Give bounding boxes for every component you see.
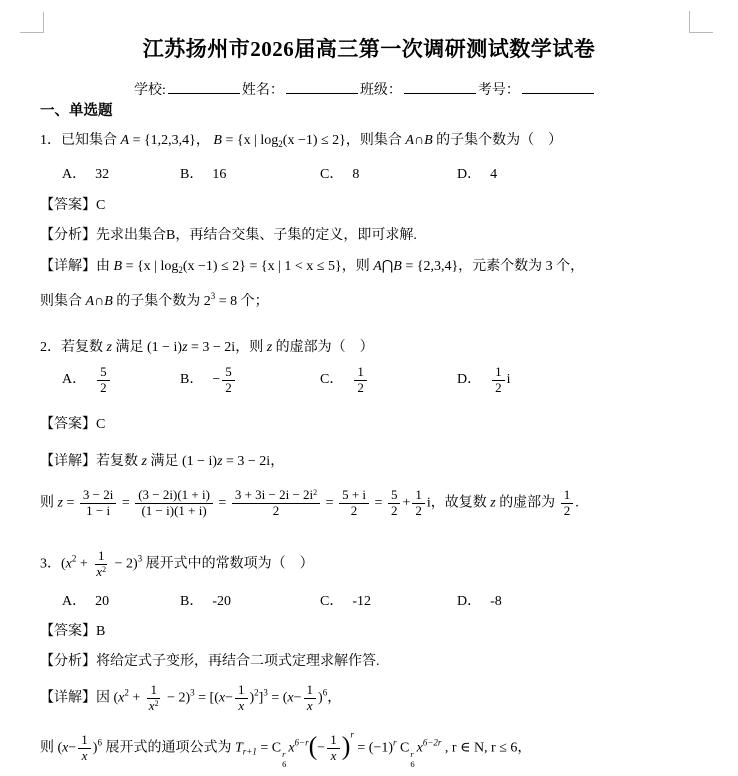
- fraction-numerator: 1: [304, 683, 317, 699]
- option-value: 4: [490, 167, 498, 182]
- option-label: C．: [320, 594, 344, 609]
- math-run: = 3 − 2i: [222, 454, 271, 469]
- fraction: [80, 488, 116, 519]
- plus-sign: +: [402, 495, 411, 511]
- math-run: ): [249, 690, 255, 706]
- answer-value: C: [96, 417, 106, 432]
- q2-detail-line-1: [40, 452, 284, 472]
- fraction: [222, 365, 235, 396]
- equals: =: [371, 495, 386, 511]
- exponent: 2: [71, 553, 77, 564]
- q3-detail-line-2: [40, 729, 532, 769]
- subscript-6: 6: [410, 758, 415, 769]
- exponent: r: [350, 729, 354, 740]
- fraction-numerator: 1: [412, 488, 425, 504]
- q2-detail-line-2: [40, 488, 579, 519]
- fraction-numerator: 5: [222, 365, 235, 381]
- intersection-symbol: ∩: [94, 294, 105, 309]
- equals: =: [118, 495, 134, 511]
- var-z: z: [217, 454, 223, 469]
- exponent: 6−2r: [422, 737, 442, 748]
- text-run: 由: [96, 259, 114, 274]
- minus-sign: −: [212, 372, 221, 388]
- subscript: r+1: [242, 746, 257, 757]
- text-run: 则: [40, 740, 58, 756]
- var-B: B: [393, 259, 402, 274]
- exponent: 3: [190, 687, 195, 698]
- exponent: 6: [97, 737, 102, 748]
- math-run: = {1,2,3,4}: [129, 133, 196, 148]
- page-margin-mark-top-right: [689, 11, 713, 33]
- fraction-denominator: 2: [100, 379, 107, 395]
- math-run: = (: [267, 690, 288, 706]
- text-run: 满足: [146, 454, 182, 469]
- text-run: = 8 个；: [215, 294, 269, 309]
- fraction-denominator: 2: [495, 379, 502, 395]
- option-value: -12: [352, 594, 372, 609]
- var-T: T: [234, 740, 243, 756]
- section-heading: 一、单选题: [40, 103, 113, 119]
- minus-sign: −: [317, 740, 326, 756]
- q1-answer-line: [40, 196, 105, 216]
- var-x: x: [62, 740, 69, 756]
- detail-tag: 【详解】: [40, 259, 96, 274]
- var-z: z: [182, 340, 188, 355]
- math-run: (x −1) ≤ 2} = {x | 1 < x ≤ 5}: [182, 259, 342, 274]
- text-run: 3．: [40, 556, 61, 572]
- fraction-denominator: x: [81, 747, 88, 763]
- fraction: [412, 488, 425, 519]
- text-run: ，故复数: [430, 495, 491, 511]
- exponent: 3: [210, 291, 216, 301]
- option-value: -20: [212, 594, 232, 609]
- right-paren: ): [341, 731, 351, 761]
- fraction: [135, 488, 213, 519]
- q2-answer-line: [40, 415, 105, 435]
- fraction-denominator: 2: [415, 502, 422, 518]
- option-label: B．: [180, 594, 204, 609]
- q1-analysis-line: [40, 226, 417, 246]
- math-run: 3 + 3i − 2i − 2i: [234, 487, 314, 502]
- math-run: (: [57, 740, 63, 756]
- minus-sign: −: [225, 690, 233, 706]
- name-label: 姓名：: [241, 83, 284, 98]
- text-run: 满足: [111, 340, 147, 355]
- superscript-r: r: [282, 748, 286, 759]
- fraction: [339, 488, 369, 519]
- left-paren: (: [308, 731, 318, 761]
- fraction-numerator: 1: [492, 365, 505, 381]
- q3-options: [40, 592, 700, 614]
- text-run: 若复数: [96, 454, 142, 469]
- math-run: ]: [258, 690, 264, 706]
- fraction-numerator: 1: [354, 365, 367, 381]
- var-x: x: [96, 563, 103, 579]
- imaginary-unit: i: [426, 495, 431, 511]
- math-run: = (−1): [353, 740, 394, 756]
- var-x: x: [118, 690, 125, 706]
- fraction: [492, 365, 505, 396]
- q3-option-d: [457, 592, 502, 612]
- analysis-tag: 【分析】: [40, 654, 96, 669]
- q1-detail-line-1: [40, 257, 584, 277]
- answer-tag: 【答案】: [40, 417, 96, 432]
- log-base: 2: [178, 265, 183, 275]
- header-fields: [133, 80, 595, 101]
- school-blank: [168, 80, 240, 94]
- text-run: 的子集个数为（ ）: [432, 133, 563, 148]
- var-x: x: [416, 740, 423, 756]
- fraction-numerator: 5: [388, 488, 401, 504]
- q1-option-c: [320, 165, 359, 185]
- var-x: x: [148, 697, 155, 713]
- var-x: x: [288, 740, 295, 756]
- exponent: 6−r: [294, 737, 309, 748]
- fraction-denominator: (1 − i)(1 + i): [141, 502, 207, 518]
- fraction-denominator: x: [330, 747, 337, 763]
- answer-tag: 【答案】: [40, 198, 96, 213]
- math-run: = C: [256, 740, 282, 756]
- fraction-denominator: 2: [563, 502, 571, 518]
- math-run: = [(: [194, 690, 219, 706]
- exponent: 6: [322, 687, 328, 698]
- var-B: B: [104, 294, 113, 309]
- var-B: B: [213, 133, 222, 148]
- text-run: 因: [96, 690, 114, 706]
- text-run: 则: [40, 495, 58, 511]
- option-value: 16: [212, 167, 227, 182]
- page-margin-mark-top-left: [20, 12, 44, 33]
- math-run: ): [318, 690, 323, 706]
- fraction: [561, 488, 574, 519]
- q2-option-c: [320, 365, 369, 396]
- class-label: 班级：: [359, 83, 402, 98]
- text-run: 展开式的通项公式为: [101, 740, 235, 756]
- fraction-denominator: [146, 699, 162, 714]
- var-z: z: [57, 495, 63, 511]
- imaginary-unit: i: [506, 372, 511, 388]
- plus-sign: +: [128, 690, 144, 706]
- math-run: (1 − i): [146, 340, 183, 355]
- math-run: (: [113, 690, 119, 706]
- math-run: = {x | log: [122, 259, 179, 274]
- text-run: 的子集个数为 2: [112, 294, 211, 309]
- text-run: ，: [195, 133, 214, 148]
- option-label: A．: [62, 594, 87, 609]
- superscript-r: r: [410, 748, 414, 759]
- fraction-numerator: 1: [78, 733, 91, 749]
- q2-option-d: [457, 365, 511, 396]
- exponent: 3: [137, 553, 143, 564]
- q2-options: [40, 365, 700, 401]
- option-label: D．: [457, 167, 482, 182]
- var-A: A: [85, 294, 95, 309]
- var-z: z: [490, 495, 496, 511]
- text-run: 则集合: [40, 294, 86, 309]
- exam-no-blank: [522, 80, 594, 94]
- name-blank: [286, 80, 358, 94]
- fraction: [146, 683, 162, 714]
- option-label: B．: [180, 167, 204, 182]
- fraction-denominator: 2: [272, 502, 280, 518]
- math-run: = {x | log: [221, 133, 279, 148]
- exponent: 2: [102, 564, 107, 574]
- var-A: A: [405, 133, 414, 148]
- analysis-tag: 【分析】: [40, 228, 96, 243]
- answer-tag: 【答案】: [40, 624, 96, 639]
- equals: =: [322, 495, 338, 511]
- q3-stem: [40, 549, 314, 580]
- q1-option-d: [457, 165, 497, 185]
- math-run: − 2): [163, 690, 191, 706]
- text-run: ，: [270, 454, 285, 469]
- var-A: A: [120, 133, 130, 148]
- var-z: z: [266, 340, 273, 355]
- exponent: 2: [254, 687, 259, 698]
- fraction-denominator: 2: [225, 379, 232, 395]
- text-run: 展开式中的常数项为（ ）: [142, 556, 314, 572]
- equals: =: [214, 495, 230, 511]
- q1-option-b: [180, 165, 226, 185]
- q2-option-a: [62, 365, 112, 396]
- option-label: D．: [457, 594, 482, 609]
- detail-tag: 【详解】: [40, 454, 96, 469]
- fraction: [93, 549, 109, 580]
- school-label: 学校:: [134, 83, 166, 98]
- text-run: ，则集合: [345, 133, 406, 148]
- q1-options: [40, 165, 700, 187]
- fraction-denominator: x: [238, 697, 245, 713]
- exponent: 2: [154, 698, 159, 708]
- option-label: A．: [62, 167, 87, 182]
- math-run: , r ∈ N, r ≤ 6，: [441, 740, 532, 756]
- q2-stem: [40, 338, 374, 358]
- analysis-text: 先求出集合B，再结合交集、子集的定义，即可求解.: [96, 228, 417, 243]
- option-label: A．: [62, 372, 87, 388]
- var-z: z: [141, 454, 147, 469]
- text-run: ，则: [341, 259, 374, 274]
- fraction-numerator: (3 − 2i)(1 + i): [135, 488, 213, 504]
- fraction-denominator: 2: [390, 502, 398, 518]
- q3-detail-line-1: [40, 683, 341, 714]
- text-run: ，则: [235, 340, 267, 355]
- q1-detail-line-2: [40, 292, 269, 312]
- var-B: B: [424, 133, 433, 148]
- q3-option-b: [180, 592, 231, 612]
- fraction-denominator: 2: [357, 379, 364, 395]
- fraction-numerator: 5: [97, 365, 110, 381]
- binomial-indices: [282, 749, 286, 769]
- fraction-denominator: 2: [350, 502, 358, 518]
- fraction: [78, 733, 91, 764]
- fraction-numerator: 1: [561, 488, 574, 504]
- var-x: x: [287, 690, 294, 706]
- exponent: r: [393, 737, 397, 748]
- math-run: − 2): [111, 556, 138, 572]
- var-A: A: [373, 259, 382, 274]
- minus-sign: −: [293, 690, 302, 706]
- option-label: D．: [457, 372, 482, 388]
- option-label: B．: [180, 372, 204, 388]
- intersection-symbol: ⋂: [381, 259, 394, 274]
- period: .: [575, 495, 579, 511]
- math-run: C: [396, 740, 410, 756]
- text-run: 的虚部为: [495, 495, 559, 511]
- math-run: (: [61, 556, 66, 572]
- subscript-6: 6: [282, 758, 287, 769]
- fraction: [232, 488, 320, 519]
- q3-option-a: [62, 592, 109, 612]
- fraction-denominator: [93, 565, 109, 580]
- fraction-numerator: 1: [147, 683, 160, 699]
- fraction-numerator: 5 + i: [339, 488, 369, 504]
- fraction-numerator: 1: [235, 683, 248, 699]
- exponent: 3: [263, 687, 268, 698]
- var-x: x: [218, 690, 226, 706]
- option-value: 20: [95, 594, 110, 609]
- math-run: = 3 − 2i: [187, 340, 236, 355]
- fraction: [354, 365, 367, 396]
- answer-value: B: [96, 624, 106, 639]
- fraction: [388, 488, 401, 519]
- math-run: (1 − i): [181, 454, 218, 469]
- binomial-indices: [410, 749, 414, 769]
- equals: =: [62, 495, 78, 511]
- option-value: 32: [95, 167, 110, 182]
- class-blank: [404, 80, 476, 94]
- q2-option-b: [180, 365, 237, 396]
- fraction-numerator: 3 − 2i: [80, 488, 116, 504]
- fraction: [304, 683, 317, 714]
- plus-sign: +: [76, 556, 92, 572]
- fraction-numerator: 1: [327, 733, 340, 749]
- text-run: ，元素个数为 3 个，: [458, 259, 585, 274]
- fraction: [327, 733, 340, 764]
- text-run: 1．已知集合: [40, 133, 121, 148]
- q1-option-a: [62, 165, 109, 185]
- q1-stem: [40, 131, 562, 151]
- minus-sign: −: [68, 740, 77, 756]
- text-run: ，: [327, 690, 342, 706]
- text-run: 2．若复数: [40, 340, 107, 355]
- option-label: C．: [320, 372, 344, 388]
- exam-no-label: 考号：: [477, 83, 520, 98]
- exponent: 2: [313, 488, 318, 497]
- exponent: 2: [124, 687, 129, 698]
- fraction: [97, 365, 110, 396]
- option-label: C．: [320, 167, 344, 182]
- math-run: ): [92, 740, 98, 756]
- q3-option-c: [320, 592, 371, 612]
- fraction-denominator: 1 − i: [86, 502, 111, 518]
- answer-value: C: [96, 198, 106, 213]
- option-value: 8: [352, 167, 360, 182]
- detail-tag: 【详解】: [40, 690, 96, 706]
- var-z: z: [106, 340, 112, 355]
- q3-analysis-line: [40, 652, 380, 672]
- fraction-numerator: 1: [95, 549, 108, 565]
- text-run: 的虚部为（ ）: [272, 340, 374, 355]
- var-x: x: [65, 556, 72, 572]
- analysis-text: 将给定式子变形，再结合二项式定理求解作答.: [96, 654, 380, 669]
- log-base: 2: [278, 139, 283, 149]
- fraction: [235, 683, 248, 714]
- var-B: B: [113, 259, 123, 274]
- math-run: = {2,3,4}: [401, 259, 459, 274]
- q3-answer-line: [40, 622, 105, 642]
- math-run: (x −1) ≤ 2}: [282, 133, 346, 148]
- fraction-denominator: x: [306, 697, 313, 713]
- page-title: 江苏扬州市2026届高三第一次调研测试数学试卷: [142, 37, 596, 61]
- option-value: -8: [490, 594, 502, 609]
- fraction-numerator: [232, 488, 320, 504]
- intersection-symbol: ∩: [413, 133, 425, 148]
